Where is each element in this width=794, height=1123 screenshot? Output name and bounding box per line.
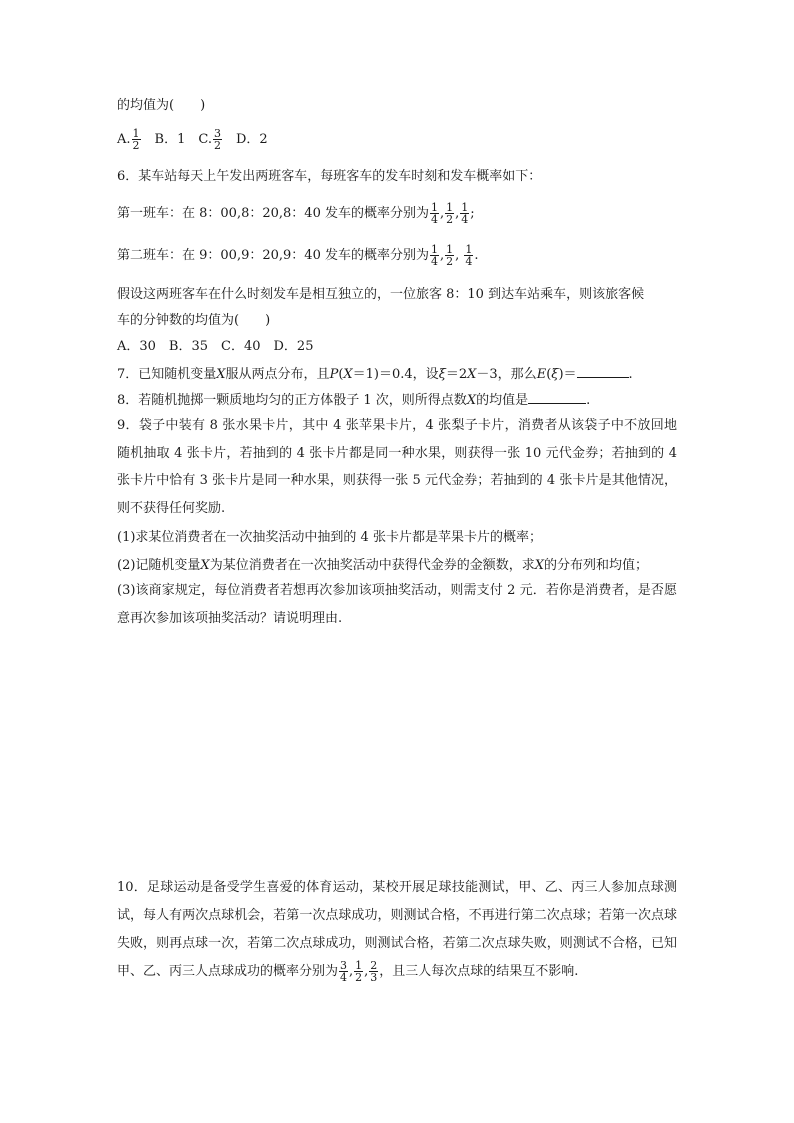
q10-prob-1: $\frac{3}{4}$ (340, 959, 348, 984)
q6-body-line-2: 车的分钟数的均值为( ) (117, 313, 271, 328)
q9-part-3: (3)该商家规定，每位消费者若想再次参加该项抽奖活动，则需支付 2 元．若你是消费者，是否愿意再次参加该项抽奖活动？请说明理由. (117, 583, 677, 626)
q6-first-prob-3: $\frac{1}{4}$ (461, 201, 469, 226)
q8-answer-blank (528, 391, 586, 404)
q9-body: 9．袋子中装有 8 张水果卡片，其中 4 张苹果卡片，4 张梨子卡片，消费者从该袋子中不放回地随机抽取 4 张卡片，若抽到的 4 张卡片都是同一种水果，则获得一张 10 元代金券；若抽到的 4 张卡片中恰有 3 张卡片是同一种水果，则获得一张 5 元代金券；若抽到的 4 张卡片是其他情况，则不获得任何奖励. (117, 418, 677, 516)
q5-option-a-fraction: $\frac{1}{2}$ (132, 127, 140, 152)
q10-prob-3: $\frac{2}{3}$ (370, 959, 378, 984)
q6-second-prob-2: $\frac{1}{2}$ (446, 243, 454, 268)
q5-option-d: D．2 (222, 132, 268, 147)
q6-stem: 6．某车站每天上午发出两班客车，每班客车的发车时刻和发车概率如下： (117, 169, 542, 184)
q5-stem-tail: 的均值为( ) (117, 98, 206, 113)
q5-option-a-label: A. (117, 132, 131, 147)
q7-answer-blank (577, 365, 629, 378)
q6-first-bus-text: 第一班车：在 8：00,8：20,8：40 发车的概率分别为 (117, 206, 429, 221)
q10-prob-2: $\frac{1}{2}$ (355, 959, 363, 984)
q6-second-bus: 第二班车：在 9：00,9：20,9：40 发车的概率分别为 $\frac{1}{4}$ , $\frac{1}{2}$ , $\frac{1}{4}$ . (117, 243, 479, 268)
q5-options (117, 128, 268, 151)
q6-first-bus: 第一班车：在 8：00,8：20,8：40 发车的概率分别为 $\frac{1}{4}$ , $\frac{1}{2}$ , $\frac{1}{4}$ ; (117, 201, 475, 226)
q8: 8．若随机抛掷一颗质地均匀的正方体骰子 1 次，则所得点数X的均值是 . (117, 393, 591, 408)
q9-part-2: (2)记随机变量X为某位消费者在一次抽奖活动中获得代金券的金额数，求X的分布列和均值； (117, 558, 648, 573)
q6-body-line-1: 假设这两班客车在什么时刻发车是相互独立的，一位旅客 8：10 到达车站乘车，则该旅客候 (117, 287, 645, 302)
q6-second-prob-1: $\frac{1}{4}$ (430, 243, 438, 268)
q6-second-bus-text: 第二班车：在 9：00,9：20,9：40 发车的概率分别为 (117, 248, 429, 263)
q5-option-c-fraction: $\frac{3}{2}$ (213, 127, 221, 152)
q9-part-1: (1)求某位消费者在一次抽奖活动中抽到的 4 张卡片都是苹果卡片的概率； (117, 530, 542, 545)
q5-options-bc: B．1 C. (141, 132, 212, 147)
q6-second-prob-3: $\frac{1}{4}$ (465, 243, 473, 268)
q6-first-prob-1: $\frac{1}{4}$ (430, 201, 438, 226)
q10: 10．足球运动是备受学生喜爱的体育运动，某校开展足球技能测试，甲、乙、丙三人参加点球测试，每人有两次点球机会，若第一次点球成功，则测试合格，不再进行第二次点球；若第一次点球失败，则再点球一次，若第二次点球成功，则测试合格，若第二次点球失败，则测试不合格，已知甲、乙、丙三人点球成功的概率分别为 $\frac{3}{4}$ , $\frac{1}{2}$ , $\frac{2}{3}$ ，且三人每次点球的结果互不影响. (117, 880, 677, 984)
q6-first-prob-2: $\frac{1}{2}$ (446, 201, 454, 226)
q7: 7．已知随机变量X服从两点分布，且P(X＝1)＝0.4，设ξ＝2X－3，那么E(ξ)＝ . (117, 367, 633, 382)
q6-options: A．30 B．35 C．40 D．25 (117, 339, 314, 354)
